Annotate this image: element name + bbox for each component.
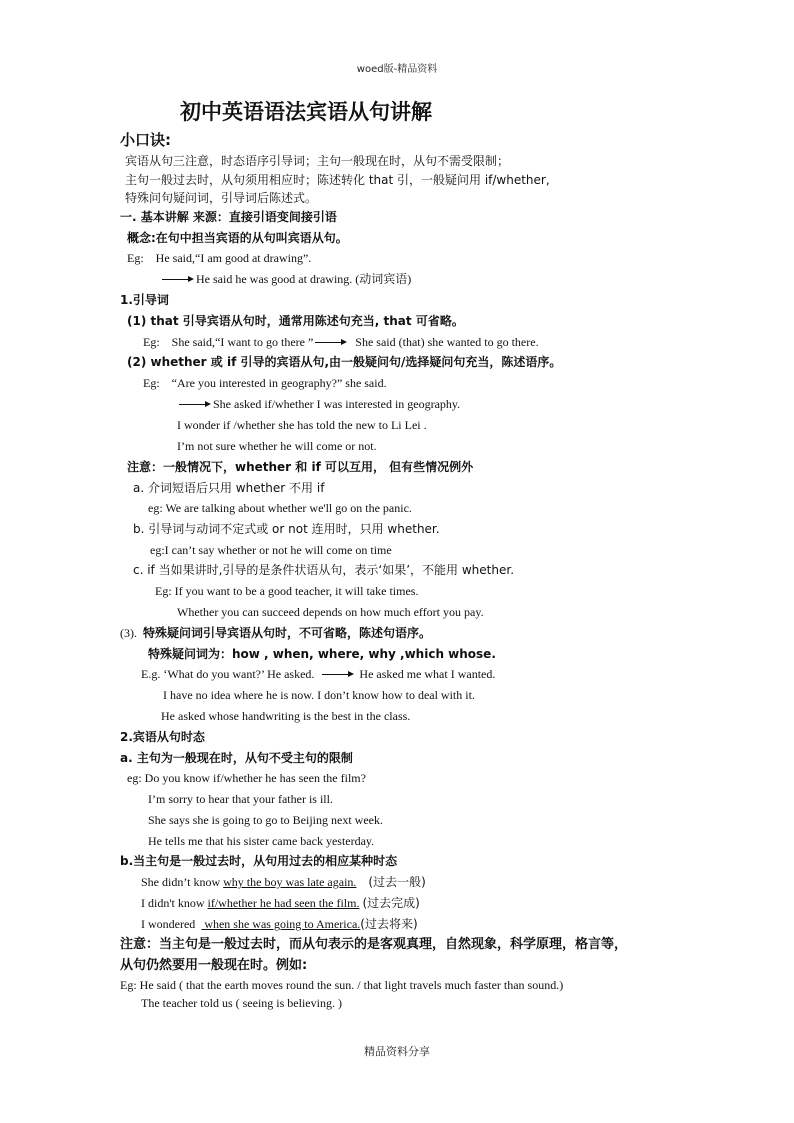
note-item-b-example: eg:I can’t say whether or not he will come on time: [150, 543, 392, 557]
point-2-title: (2) whether 或 if 引导的宾语从句,由一般疑问句/选择疑问句充当，陈述语序。: [127, 355, 562, 369]
point-1-example: [143, 334, 539, 350]
note-title: 注意：一般情况下，whether 和 if 可以互用， 但有些情况例外: [127, 460, 474, 474]
tense-note: (过去将来): [360, 917, 418, 931]
final-note-example-1: Eg: He said ( that the earth moves round the sun. / that light travels much faster than sound.): [120, 978, 564, 992]
section-3-heading: 2.宾语从句时态: [120, 730, 205, 744]
tense-b-example-1: [141, 874, 426, 890]
example-result-line: [160, 271, 411, 287]
point-1-title: (1) that 引导宾语从句时，通常用陈述句充当, that 可省略。: [127, 314, 464, 328]
point-3-extra-example-1: I have no idea where he is now. I don’t know how to deal with it.: [163, 688, 475, 702]
tense-a-title: a. 主句为一般现在时，从句不受主句的限制: [120, 751, 353, 765]
note-item-a-example: eg: We are talking about whether we'll go on the panic.: [148, 501, 412, 515]
mnemonic-line-3: 特殊问句疑问词，引导词后陈述式。: [125, 191, 318, 205]
tense-b-example-2: [141, 895, 420, 911]
example-text: “Are you interested in geography?” she said.: [171, 376, 387, 390]
tense-a-example-1: eg: Do you know if/whether he has seen the film?: [127, 771, 366, 785]
sentence-main: I wondered: [141, 917, 199, 931]
sentence-main: She didn’t know: [141, 875, 224, 889]
example-result: She asked if/whether I was interested in geography.: [213, 397, 461, 411]
right-arrow-icon: [179, 404, 209, 405]
tense-a-example-4: He tells me that his sister came back yesterday.: [148, 834, 375, 848]
underlined-clause: if/whether he had seen the film.: [207, 896, 360, 910]
tense-b-example-3: [141, 916, 418, 932]
right-arrow-icon: [315, 342, 345, 343]
underlined-clause: when she was going to America.: [201, 917, 361, 931]
mnemonic-heading: 小口诀:: [120, 131, 171, 149]
page-footer: 精品资料分享: [364, 1045, 430, 1058]
example-label: Eg:: [127, 251, 144, 265]
point-3-example: [141, 666, 495, 682]
mnemonic-line-2: 主句一般过去时，从句须用相应时；陈述转化 that 引，一般疑问用 if/whether,: [125, 173, 550, 187]
note-item-c-example-1: Eg: If you want to be a good teacher, it will take times.: [155, 584, 419, 598]
final-note-line-1: 注意：当主句是一般过去时，而从句表示的是客观真理，自然现象，科学原理，格言等，: [120, 937, 628, 952]
note-item-b: b. 引导词与动词不定式或 or not 连用时，只用 whether.: [133, 522, 440, 536]
sentence-main: I didn't know: [141, 896, 208, 910]
mnemonic-line-1: 宾语从句三注意，时态语序引导词；主句一般现在时，从句不需受限制；: [125, 154, 510, 168]
document-title: 初中英语语法宾语从句讲解: [180, 100, 432, 124]
example-result: She said (that) she wanted to go there.: [355, 335, 539, 349]
question-words: 特殊疑问词为：how , when, where, why ,which whose.: [148, 647, 496, 661]
section-1-heading: 一. 基本讲解 来源：直接引语变间接引语: [120, 210, 337, 224]
note-item-a: a. 介词短语后只用 whether 不用 if: [133, 481, 325, 495]
example-label: Eg:: [143, 376, 160, 390]
example-label: E.g.: [141, 667, 161, 681]
example-result: He asked me what I wanted.: [359, 667, 496, 681]
point-3-number: (3).: [120, 626, 137, 640]
example-text: He said,“I am good at drawing”.: [155, 251, 312, 265]
point-3-title: [120, 625, 431, 641]
point-2-example: [143, 375, 387, 391]
concept-definition: 概念:在句中担当宾语的从句叫宾语从句。: [127, 231, 348, 245]
tense-note: (过去完成): [362, 896, 420, 910]
tense-note: (过去一般): [368, 875, 426, 889]
note-item-c: c. if 当如果讲时,引导的是条件状语从句，表示‘如果’，不能用 whether.: [133, 563, 515, 577]
note-item-c-example-2: Whether you can succeed depends on how much effort you pay.: [177, 605, 484, 619]
example-label: Eg:: [143, 335, 160, 349]
section-2-heading: 1.引导词: [120, 293, 169, 307]
page-header: woed版-精品资料: [356, 64, 438, 75]
example-line: [127, 250, 311, 266]
tense-b-title: b.当主句是一般过去时，从句用过去的相应某种时态: [120, 854, 398, 868]
point-2-extra-example-2: I’m not sure whether he will come or not.: [177, 439, 377, 453]
point-2-result-line: [177, 396, 460, 412]
tense-a-example-3: She says she is going to go to Beijing next week.: [148, 813, 383, 827]
point-3-extra-example-2: He asked whose handwriting is the best in the class.: [161, 709, 411, 723]
example-result: He said he was good at drawing. (动词宾语): [196, 272, 412, 286]
final-note-line-2: 从句仍然要用一般现在时。例如:: [120, 958, 308, 973]
example-text: ‘What do you want?’ He asked.: [163, 667, 315, 681]
underlined-clause: why the boy was late again.: [223, 875, 357, 889]
point-2-extra-example-1: I wonder if /whether she has told the new to Li Lei .: [177, 418, 427, 432]
right-arrow-icon: [322, 674, 352, 675]
final-note-example-2: The teacher told us ( seeing is believing. ): [141, 996, 342, 1010]
tense-a-example-2: I’m sorry to hear that your father is ill.: [148, 792, 333, 806]
example-text: She said,“I want to go there ”: [171, 335, 314, 349]
right-arrow-icon: [162, 279, 192, 280]
point-3-text: 特殊疑问词引导宾语从句时，不可省略，陈述句语序。: [143, 626, 432, 640]
